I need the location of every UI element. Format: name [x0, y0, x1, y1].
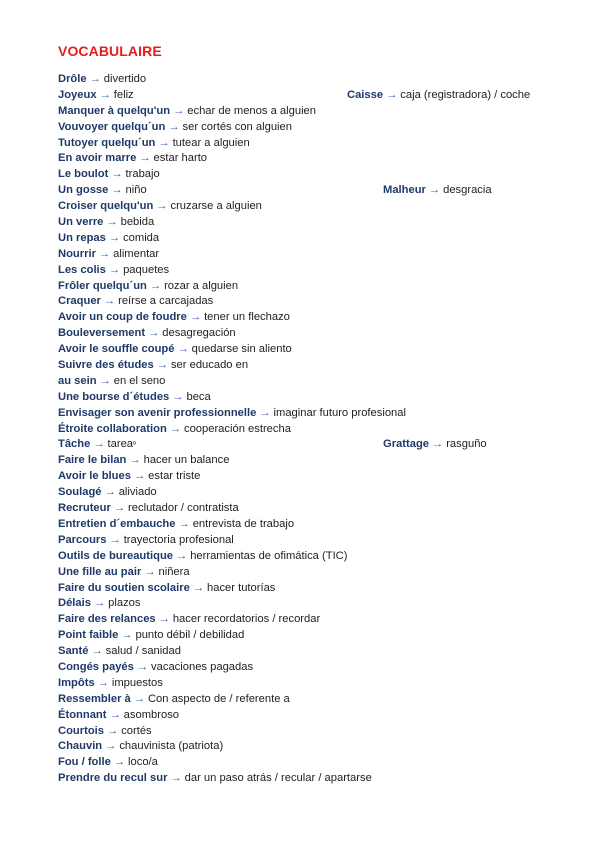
vocab-entry	[58, 549, 558, 565]
vocab-term: Point faible	[58, 629, 119, 642]
vocab-term: Un verre	[58, 216, 104, 229]
vocab-term: Courtois	[58, 724, 104, 737]
vocab-term: Avoir le blues	[58, 470, 131, 483]
arrow-icon: →	[104, 486, 116, 499]
arrow-icon: →	[136, 660, 149, 673]
vocab-term: Parcours	[58, 533, 107, 546]
arrow-icon: →	[109, 708, 121, 721]
arrow-icon: →	[192, 581, 204, 594]
arrow-icon: →	[109, 533, 121, 546]
vocab-entry-right-column	[383, 183, 492, 199]
vocab-term: Étonnant	[58, 708, 107, 721]
arrow-icon: →	[121, 629, 133, 642]
vocab-entry	[58, 151, 558, 167]
vocab-entry	[58, 136, 558, 152]
vocab-term: Un gosse	[58, 184, 109, 197]
vocab-term: Croiser quelqu'un	[58, 200, 154, 213]
vocab-definition: hacer un balance	[143, 454, 230, 467]
vocab-term: Les colis	[58, 263, 106, 276]
arrow-icon: →	[173, 104, 185, 117]
vocab-term: Chauvin	[58, 740, 103, 753]
vocab-entry	[58, 676, 558, 692]
vocab-term: Faire des relances	[58, 613, 156, 626]
vocab-definition: chauvinista (patriota)	[119, 740, 224, 753]
vocab-definition: bebida	[120, 216, 155, 229]
vocab-entry	[58, 771, 558, 787]
vocab-entry-right-column	[347, 88, 530, 104]
vocab-term: Prendre du recul sur	[58, 772, 168, 785]
vocab-definition: asombroso	[123, 708, 180, 721]
vocab-term: Bouleversement	[58, 327, 146, 340]
vocab-term: Fou / folle	[58, 756, 111, 769]
vocab-right-term: Caisse	[347, 88, 384, 101]
vocab-term: Une bourse d´études	[58, 390, 170, 403]
vocab-entry	[58, 453, 558, 469]
vocab-definition: ser cortés con alguien	[182, 120, 292, 133]
vocab-definition: impuestos	[111, 676, 163, 689]
vocab-term: Faire le bilan	[58, 454, 127, 467]
arrow-icon: →	[168, 120, 180, 133]
vocab-right-definition: caja (registradora) / coche	[400, 88, 531, 101]
arrow-icon: →	[144, 565, 156, 578]
vocab-term: Recruteur	[58, 502, 111, 515]
vocab-entry-right-column	[383, 437, 487, 453]
vocab-entry	[58, 755, 558, 771]
vocab-entry	[58, 644, 558, 660]
arrow-icon: →	[158, 613, 170, 626]
vocab-definition: cruzarse a alguien	[170, 200, 262, 213]
vocab-definition: tutear a alguien	[172, 136, 250, 149]
arrow-icon: →	[107, 724, 119, 737]
vocab-entry	[58, 342, 558, 358]
vocab-entry	[58, 565, 558, 581]
vocab-term: Joyeux	[58, 88, 97, 101]
vocab-term: Manquer à quelqu'un	[58, 104, 171, 117]
vocab-definition: punto débil / debilidad	[135, 629, 245, 642]
vocab-entry	[58, 724, 558, 740]
vocab-right-term: Grattage	[383, 438, 430, 451]
vocab-entry	[58, 167, 558, 183]
vocab-term: Envisager son avenir professionnelle	[58, 406, 257, 419]
vocab-entry	[58, 437, 558, 453]
vocab-definition: echar de menos a alguien	[187, 104, 316, 117]
arrow-icon: →	[93, 438, 105, 451]
arrow-icon: →	[98, 247, 111, 260]
arrow-icon: →	[169, 422, 181, 435]
vocab-entry	[58, 326, 558, 342]
vocab-definition: salud / sanidad	[105, 645, 181, 658]
arrow-icon: →	[432, 438, 444, 451]
vocab-definition: comida	[123, 231, 160, 244]
vocab-term: Drôle	[58, 73, 87, 85]
arrow-icon: →	[103, 295, 116, 308]
vocab-entry	[58, 279, 558, 295]
arrow-icon: →	[148, 327, 160, 340]
vocab-entry	[58, 739, 558, 755]
vocab-entry	[58, 215, 558, 231]
vocab-definition: plazos	[108, 597, 141, 610]
arrow-icon: →	[156, 359, 168, 372]
vocab-entry	[58, 422, 558, 438]
vocab-term: Vouvoyer quelqu´un	[58, 120, 166, 133]
vocab-term: Outils de bureautique	[58, 549, 173, 562]
vocab-definition: imaginar futuro profesional	[273, 406, 406, 419]
arrow-icon: →	[93, 597, 106, 610]
vocab-term: Un repas	[58, 231, 106, 244]
vocab-definition: trabajo	[125, 168, 160, 181]
arrow-icon: →	[129, 454, 141, 467]
vocab-entry	[58, 485, 558, 501]
vocab-entry	[58, 612, 558, 628]
vocab-term: Tâche	[58, 438, 91, 451]
vocab-definition: Con aspecto de / referente a	[147, 692, 290, 705]
vocab-right-term: Malheur	[383, 184, 426, 197]
arrow-icon: →	[133, 470, 146, 483]
vocab-term: Délais	[58, 597, 91, 610]
vocab-term: Congés payés	[58, 660, 134, 673]
arrow-icon: →	[113, 502, 126, 515]
vocab-entry	[58, 310, 558, 326]
vocab-right-definition: rasguño	[446, 438, 487, 451]
vocab-entry	[58, 72, 558, 88]
arrow-icon: →	[89, 73, 101, 85]
arrow-icon: →	[156, 200, 168, 213]
arrow-icon: →	[106, 216, 118, 229]
vocab-entry	[58, 374, 558, 390]
vocab-term: Suivre des études	[58, 359, 154, 372]
vocab-entry	[58, 104, 558, 120]
vocab-entry	[58, 596, 558, 612]
degree-mark: º	[133, 440, 136, 450]
vocab-term: Frôler quelqu´un	[58, 279, 147, 292]
vocab-entry	[58, 501, 558, 517]
arrow-icon: →	[113, 756, 126, 769]
arrow-icon: →	[99, 374, 111, 387]
vocab-term: Entretien d´embauche	[58, 517, 176, 530]
arrow-icon: →	[172, 390, 184, 403]
arrow-icon: →	[176, 549, 188, 562]
vocabulary-list	[58, 72, 558, 787]
vocab-definition: hacer tutorías	[207, 581, 276, 594]
vocab-definition: ser educado en	[170, 359, 249, 372]
vocab-definition: quedarse sin aliento	[191, 343, 292, 356]
vocab-entry	[58, 263, 558, 279]
vocab-definition: hacer recordatorios / recordar	[172, 613, 321, 626]
vocab-entry	[58, 88, 558, 104]
vocab-term: Tutoyer quelqu´un	[58, 136, 156, 149]
arrow-icon: →	[170, 772, 182, 785]
page-title: VOCABULAIRE	[58, 43, 162, 59]
vocab-term: Soulagé	[58, 486, 102, 499]
vocab-definition: niño	[125, 184, 147, 197]
vocab-term: Santé	[58, 645, 89, 658]
vocab-definition: feliz	[113, 88, 134, 101]
arrow-icon: →	[386, 88, 398, 101]
vocab-definition: paquetes	[123, 263, 170, 276]
vocab-definition: loco/a	[128, 756, 158, 769]
vocab-entry	[58, 469, 558, 485]
vocab-definition: trayectoria profesional	[123, 533, 234, 546]
arrow-icon: →	[158, 136, 170, 149]
vocab-definition: reírse a carcajadas	[118, 295, 214, 308]
vocab-definition: reclutador / contratista	[128, 502, 239, 515]
vocab-entry	[58, 120, 558, 136]
vocab-entry	[58, 247, 558, 263]
vocab-definition: tarea$^º$	[107, 438, 136, 451]
vocab-entry	[58, 692, 558, 708]
arrow-icon: →	[178, 517, 190, 530]
vocab-definition: cortés	[121, 724, 152, 737]
vocab-entry	[58, 183, 558, 199]
vocab-term: Avoir un coup de foudre	[58, 311, 187, 324]
vocab-entry	[58, 406, 558, 422]
vocab-entry	[58, 231, 558, 247]
vocab-entry	[58, 660, 558, 676]
arrow-icon: →	[99, 88, 111, 101]
vocab-term: Impôts	[58, 676, 95, 689]
vocab-definition: vacaciones pagadas	[151, 660, 254, 673]
vocab-entry	[58, 581, 558, 597]
arrow-icon: →	[133, 692, 145, 705]
vocab-entry	[58, 199, 558, 215]
arrow-icon: →	[108, 231, 121, 244]
vocab-entry	[58, 358, 558, 374]
vocab-definition: desagregación	[162, 327, 236, 340]
vocab-entry	[58, 294, 558, 310]
vocab-definition: cooperación estrecha	[183, 422, 291, 435]
arrow-icon: →	[105, 740, 117, 753]
arrow-icon: →	[111, 168, 123, 181]
vocab-term: Ressembler à	[58, 692, 131, 705]
vocab-definition: herramientas de ofimática (TIC)	[190, 549, 348, 562]
vocab-definition: aliviado	[118, 486, 157, 499]
vocab-term: au sein	[58, 374, 97, 387]
vocab-right-definition: desgracia	[443, 184, 492, 197]
vocab-entry	[58, 390, 558, 406]
arrow-icon: →	[108, 263, 121, 276]
arrow-icon: →	[428, 184, 441, 197]
vocab-term: Craquer	[58, 295, 101, 308]
arrow-icon: →	[97, 676, 109, 689]
vocab-definition: estar triste	[148, 470, 201, 483]
arrow-icon: →	[111, 184, 123, 197]
arrow-icon: →	[259, 406, 271, 419]
vocab-definition: rozar a alguien	[164, 279, 239, 292]
vocab-entry	[58, 517, 558, 533]
vocab-definition: niñera	[158, 565, 190, 578]
vocab-entry	[58, 533, 558, 549]
vocab-definition: alimentar	[113, 247, 160, 260]
vocab-definition: tener un flechazo	[204, 311, 290, 324]
vocab-term: Étroite collaboration	[58, 422, 167, 435]
vocab-term: Faire du soutien scolaire	[58, 581, 190, 594]
vocab-term: Nourrir	[58, 247, 96, 260]
vocab-term: Le boulot	[58, 168, 109, 181]
vocab-entry	[58, 628, 558, 644]
arrow-icon: →	[189, 311, 202, 324]
vocab-term: En avoir marre	[58, 152, 137, 165]
vocab-definition: estar harto	[153, 152, 208, 165]
vocab-definition: en el seno	[113, 374, 166, 387]
arrow-icon: →	[177, 343, 189, 356]
vocab-definition: dar un paso atrás / recular / apartarse	[184, 772, 372, 785]
arrow-icon: →	[91, 645, 103, 658]
vocab-term: Avoir le souffle coupé	[58, 343, 175, 356]
vocab-entry	[58, 708, 558, 724]
vocab-definition: beca	[186, 390, 211, 403]
vocab-definition: entrevista de trabajo	[192, 517, 295, 530]
arrow-icon: →	[149, 279, 162, 292]
vocab-term: Une fille au pair	[58, 565, 142, 578]
vocab-definition: divertido	[103, 73, 147, 85]
arrow-icon: →	[139, 152, 151, 165]
